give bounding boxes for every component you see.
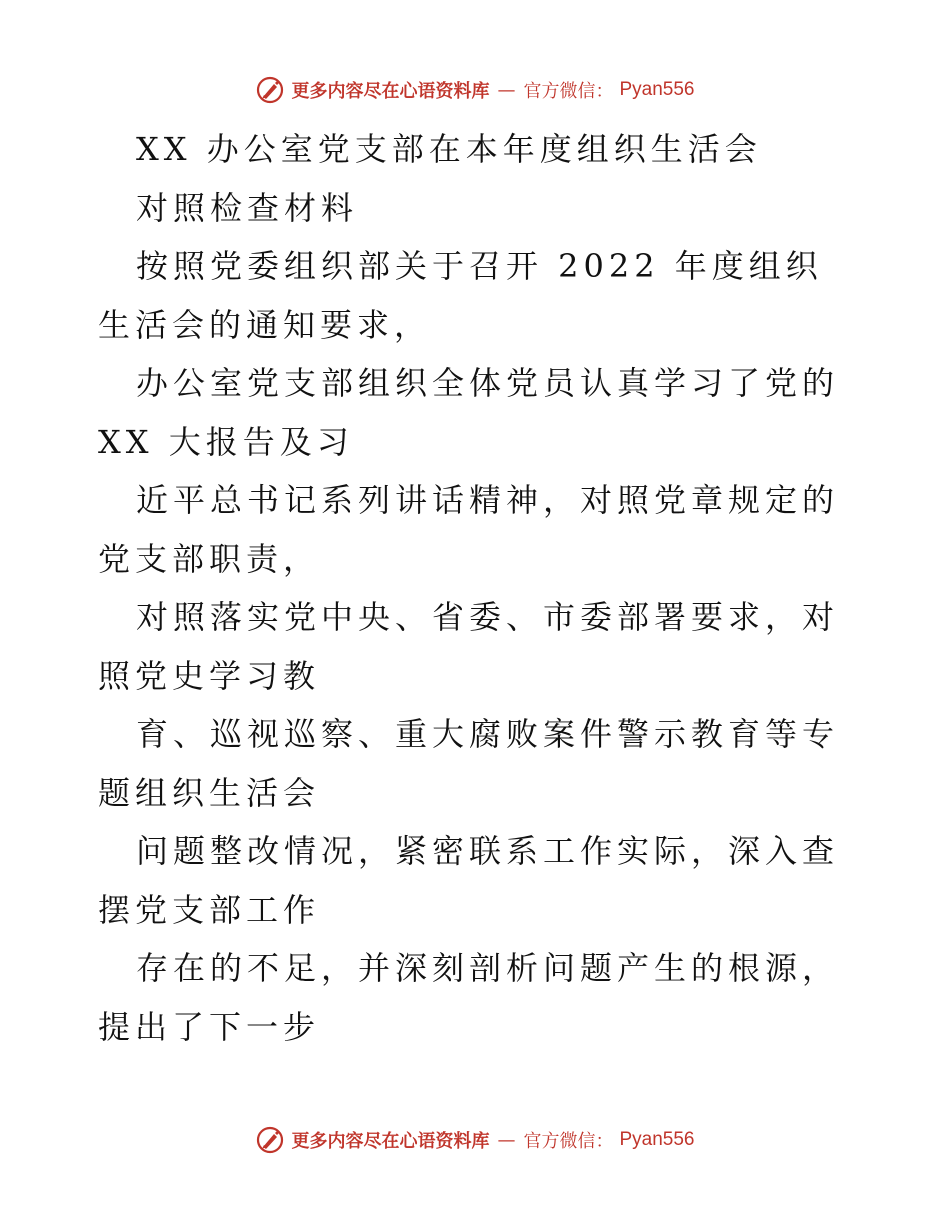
document-title-line-1: XX 办公室党支部在本年度组织生活会 xyxy=(136,130,762,168)
document-paragraph: 问题整改情况，紧密联系工作实际，深入查摆党支部工作 xyxy=(98,832,840,929)
watermark-label: 官方微信： xyxy=(523,1131,614,1152)
watermark-label: 官方微信： xyxy=(523,81,614,102)
document-paragraph: 近平总书记系列讲话精神，对照党章规定的党支部职责， xyxy=(98,481,840,578)
document-paragraph: 育、巡视巡察、重大腐败案件警示教育等专题组织生活会 xyxy=(98,715,840,812)
header-watermark xyxy=(0,73,950,107)
watermark-account: Pyan556 xyxy=(619,1129,695,1150)
document-paragraph: 对照落实党中央、省委、市委部署要求，对照党史学习教 xyxy=(98,598,840,695)
document-paragraph: 办公室党支部组织全体党员认真学习了党的 XX 大报告及习 xyxy=(98,364,840,461)
document-body xyxy=(98,120,858,1056)
watermark-dash: — xyxy=(497,1129,516,1151)
watermark-account: Pyan556 xyxy=(619,79,695,100)
watermark-main-text: 更多内容尽在心语资料库 xyxy=(291,1131,490,1152)
document-title-line-2: 对照检查材料 xyxy=(136,188,359,227)
watermark-main-text: 更多内容尽在心语资料库 xyxy=(291,81,490,102)
pen-nib-logo-icon xyxy=(255,1125,285,1155)
document-paragraph: 存在的不足，并深刻剖析问题产生的根源，提出了下一步 xyxy=(98,949,840,1046)
footer-watermark xyxy=(0,1123,950,1157)
document-paragraph: 按照党委组织部关于召开 2022 年度组织生活会的通知要求， xyxy=(98,247,823,344)
pen-nib-logo-icon xyxy=(255,75,285,105)
watermark-dash: — xyxy=(497,79,516,101)
